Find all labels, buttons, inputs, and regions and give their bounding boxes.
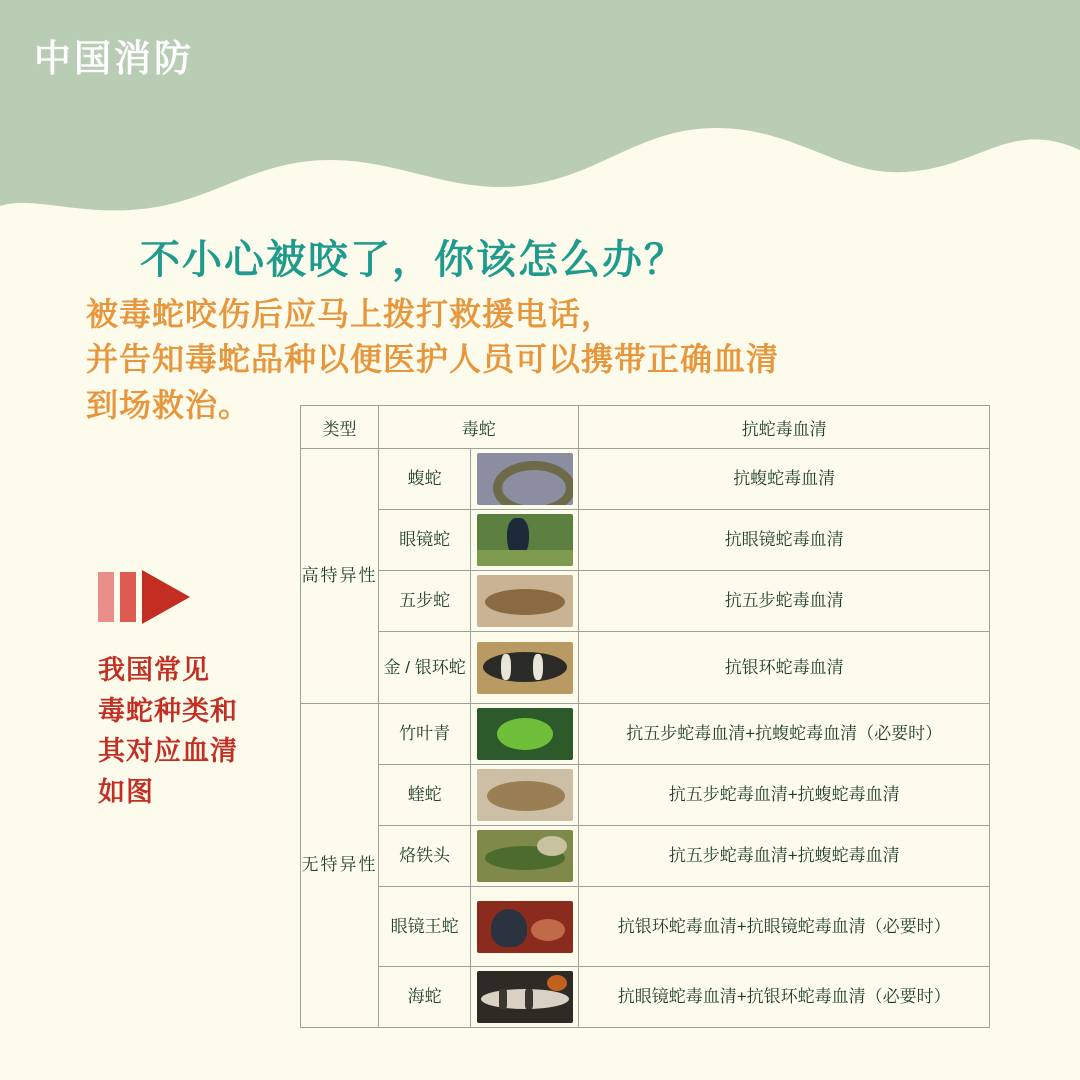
krait-photo bbox=[477, 642, 573, 694]
callout-line-4: 如图 bbox=[98, 776, 154, 807]
king-cobra-photo bbox=[477, 901, 573, 953]
snake-thumbnail bbox=[471, 887, 579, 967]
arrow-flag-icon bbox=[98, 570, 288, 624]
snake-thumbnail bbox=[471, 826, 579, 887]
callout-block bbox=[98, 570, 288, 812]
snake-name: 眼镜蛇 bbox=[379, 510, 471, 571]
group-type-none: 无特异性 bbox=[301, 704, 379, 1028]
page-title: 不小心被咬了，你该怎么办？ bbox=[140, 238, 686, 282]
table-row bbox=[301, 571, 990, 632]
table-row bbox=[301, 704, 990, 765]
table-row bbox=[301, 449, 990, 510]
table-row bbox=[301, 765, 990, 826]
serum-text: 抗蝮蛇毒血清 bbox=[579, 449, 990, 510]
serum-text: 抗银环蛇毒血清+抗眼镜蛇毒血清（必要时） bbox=[579, 887, 990, 967]
serum-text: 抗银环蛇毒血清 bbox=[579, 632, 990, 704]
snake-serum-table bbox=[300, 405, 990, 1028]
five-pace-viper-photo bbox=[477, 575, 573, 627]
brand-logo-text: 中国消防 bbox=[34, 38, 194, 79]
snake-name: 蝮蛇 bbox=[379, 449, 471, 510]
snake-thumbnail bbox=[471, 510, 579, 571]
flag-bar-dark bbox=[120, 572, 136, 622]
snake-name: 五步蛇 bbox=[379, 571, 471, 632]
table-row bbox=[301, 887, 990, 967]
snake-thumbnail bbox=[471, 632, 579, 704]
snake-name: 蝰蛇 bbox=[379, 765, 471, 826]
subtitle-line-1: 被毒蛇咬伤后应马上拨打救援电话， bbox=[86, 296, 615, 332]
callout-line-1: 我国常见 bbox=[98, 655, 210, 685]
header-type: 类型 bbox=[301, 406, 379, 449]
snake-name: 金 / 银环蛇 bbox=[379, 632, 471, 704]
serum-text: 抗眼镜蛇毒血清+抗银环蛇毒血清（必要时） bbox=[579, 967, 990, 1028]
serum-text: 抗五步蛇毒血清+抗蝮蛇毒血清（必要时） bbox=[579, 704, 990, 765]
snake-name: 烙铁头 bbox=[379, 826, 471, 887]
table-row bbox=[301, 826, 990, 887]
bamboo-pit-viper-photo bbox=[477, 708, 573, 760]
callout-line-2: 毒蛇种类和 bbox=[98, 695, 238, 726]
snake-thumbnail bbox=[471, 765, 579, 826]
table-header-row bbox=[301, 406, 990, 449]
snake-thumbnail bbox=[471, 967, 579, 1028]
serum-text: 抗五步蛇毒血清+抗蝮蛇毒血清 bbox=[579, 765, 990, 826]
callout-text bbox=[98, 650, 288, 812]
subtitle-line-2: 并告知毒蛇品种以便医护人员可以携带正确血清 bbox=[86, 341, 780, 378]
snake-name: 竹叶青 bbox=[379, 704, 471, 765]
viper-photo bbox=[477, 453, 573, 505]
snake-name: 海蛇 bbox=[379, 967, 471, 1028]
group-type-high: 高特异性 bbox=[301, 449, 379, 704]
snake-thumbnail bbox=[471, 449, 579, 510]
callout-line-3: 其对应血清 bbox=[98, 736, 238, 766]
header-snake: 毒蛇 bbox=[379, 406, 579, 449]
serum-text: 抗五步蛇毒血清 bbox=[579, 571, 990, 632]
russell-viper-photo bbox=[477, 769, 573, 821]
snake-serum-table-wrap bbox=[300, 405, 990, 1028]
subtitle-line-3: 到场救治。 bbox=[86, 386, 252, 423]
pit-viper-photo bbox=[477, 830, 573, 882]
cobra-photo bbox=[477, 514, 573, 566]
sea-snake-photo bbox=[477, 971, 573, 1023]
serum-text: 抗五步蛇毒血清+抗蝮蛇毒血清 bbox=[579, 826, 990, 887]
header-serum: 抗蛇毒血清 bbox=[579, 406, 990, 449]
table-row bbox=[301, 632, 990, 704]
snake-name: 眼镜王蛇 bbox=[379, 887, 471, 967]
flag-bar-light bbox=[98, 572, 114, 622]
snake-thumbnail bbox=[471, 704, 579, 765]
snake-thumbnail bbox=[471, 571, 579, 632]
play-triangle-icon bbox=[142, 570, 190, 624]
table-row bbox=[301, 967, 990, 1028]
table-row bbox=[301, 510, 990, 571]
serum-text: 抗眼镜蛇毒血清 bbox=[579, 510, 990, 571]
